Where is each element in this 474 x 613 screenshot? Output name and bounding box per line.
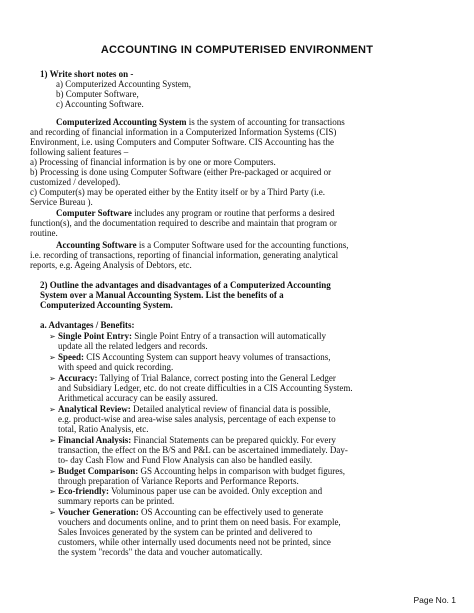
cas-feature-c-cont: Service Bureau ). — [30, 197, 93, 207]
benefit-text-continued: transaction, the effect on the B/S and P&L can be ascertained immediately. Day- — [58, 445, 348, 455]
q1-heading: 1) Write short notes on - — [40, 69, 134, 79]
benefit-term: Speed: — [58, 352, 85, 362]
cas-feature-b: b) Processing is done using Computer Software (either Pre-packaged or acquired or — [30, 167, 332, 177]
q2-heading-line1: 2) Outline the advantages and disadvantages of a Computerized Accounting — [40, 280, 331, 290]
q2-heading-line3: Computerized Accounting System. — [40, 300, 173, 310]
as-term: Accounting Software — [56, 240, 137, 250]
benefit-term: Accuracy: — [58, 373, 98, 383]
benefit-text: Single Point Entry of a transaction will automatically — [132, 331, 326, 341]
cs-line2: function(s), and the documentation required to describe and maintain that program or — [30, 218, 337, 228]
cas-line4: following salient features – — [30, 147, 129, 157]
benefit-text: GS Accounting helps in comparison with budget figures, — [138, 466, 345, 476]
cas-line1: is the system of accounting for transactions — [186, 117, 345, 127]
benefit-term: Voucher Generation: — [58, 507, 139, 517]
benefit-text-continued: and Subsidiary Ledger, etc. do not create difficulties in a CIS Accounting System. — [58, 383, 353, 393]
arrow-bullet-icon: ➢ — [49, 508, 56, 517]
as-line3: reports, e.g. Ageing Analysis of Debtors, etc. — [30, 260, 192, 270]
benefit-text-continued: Arithmetical accuracy can be easily assured. — [58, 393, 218, 403]
cas-feature-b-cont: customized / developed). — [30, 177, 121, 187]
benefit-term: Eco-friendly: — [58, 486, 109, 496]
cas-line3: Environment, i.e. using Computers and Computer Software. CIS Accounting has the — [30, 137, 334, 147]
benefit-text-continued: to- day Cash Flow and Fund Flow Analysis can also be handled easily. — [58, 455, 313, 465]
as-line1: is a Computer Software used for the accounting functions, — [136, 240, 349, 250]
cas-feature-a: a) Processing of financial information is by one or more Computers. — [30, 157, 276, 167]
page-number: Page No. 1 — [413, 595, 456, 605]
benefit-term: Financial Analysis: — [58, 435, 132, 445]
benefit-text: Detailed analytical review of financial data is possible, — [130, 404, 331, 414]
cs-line1: includes any program or routine that performs a desired — [131, 208, 335, 218]
benefit-text-continued: e.g. product-wise and area-wise sales analysis, percentage of each expense to — [58, 414, 336, 424]
benefit-text-continued: update all the related ledgers and records. — [58, 341, 208, 351]
benefit-term: Analytical Review: — [58, 404, 131, 414]
arrow-bullet-icon: ➢ — [49, 436, 56, 445]
benefit-term: Budget Comparison: — [58, 466, 139, 476]
benefit-text-continued: customers, while other internally used documents need not be printed, since — [58, 537, 331, 547]
benefit-text: OS Accounting can be effectively used to generate — [138, 507, 324, 517]
page-title: ACCOUNTING IN COMPUTERISED ENVIRONMENT — [100, 44, 374, 56]
advantages-subheading: a. Advantages / Benefits: — [40, 320, 135, 330]
benefit-term: Single Point Entry: — [58, 331, 133, 341]
q1-item-b: b) Computer Software, — [56, 89, 139, 99]
arrow-bullet-icon: ➢ — [49, 487, 56, 496]
benefit-text: Tallying of Trial Balance, correct posting into the General Ledger — [97, 373, 336, 383]
q2-heading-line2: System over a Manual Accounting System. List the benefits of a — [40, 290, 284, 300]
benefit-text-continued: with speed and quick recording. — [58, 362, 174, 372]
arrow-bullet-icon: ➢ — [49, 353, 56, 362]
cas-paragraph-line — [56, 117, 345, 128]
benefit-text: Voluminous paper use can be avoided. Only exception and — [109, 486, 323, 496]
cs-line3: routine. — [30, 228, 58, 238]
cas-line2: and recording of financial information in a Computerized Information Systems (CIS) — [30, 127, 337, 137]
cas-term: Computerized Accounting System — [56, 117, 187, 127]
arrow-bullet-icon: ➢ — [49, 467, 56, 476]
q1-item-a: a) Computerized Accounting System, — [56, 79, 191, 89]
q1-item-c: c) Accounting Software. — [56, 99, 144, 109]
benefit-text-continued: Sales Invoices generated by the system can be printed and delivered to — [58, 527, 313, 537]
as-line2: i.e. recording of transactions, reporting of financial information, generating analytical — [30, 250, 339, 260]
benefit-text-continued: the system "records" the data and voucher automatically. — [58, 547, 263, 557]
arrow-bullet-icon: ➢ — [49, 405, 56, 414]
arrow-bullet-icon: ➢ — [49, 332, 56, 341]
as-paragraph-line — [56, 240, 349, 251]
benefit-text-continued: through preparation of Variance Reports and Performance Reports. — [58, 476, 299, 486]
cas-feature-c: c) Computer(s) may be operated either by the Entity itself or by a Third Party (i.e. — [30, 187, 325, 197]
benefit-text-continued: total, Ratio Analysis, etc. — [58, 424, 149, 434]
benefit-text-continued: vouchers and documents online, and to print them on need basis. For example, — [58, 517, 341, 527]
benefit-text: CIS Accounting System can support heavy volumes of transactions, — [84, 352, 331, 362]
cs-paragraph-line — [56, 208, 335, 219]
arrow-bullet-icon: ➢ — [49, 374, 56, 383]
benefit-text-continued: summary reports can be printed. — [58, 496, 175, 506]
benefit-text: Financial Statements can be prepared quickly. For every — [131, 435, 336, 445]
cs-term: Computer Software — [56, 208, 132, 218]
